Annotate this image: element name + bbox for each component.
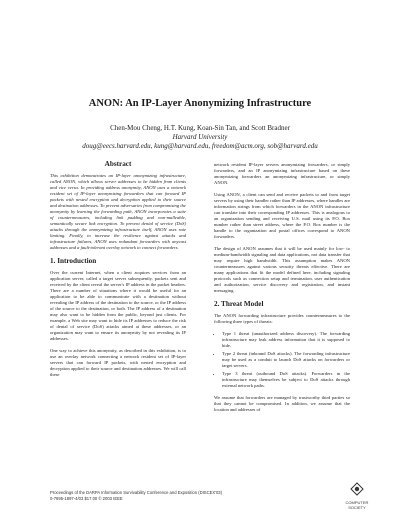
paper-title: ANON: An IP-Layer Anonymizing Infrastructure xyxy=(88,98,312,109)
right-paragraph-3: The design of ANON assumes that it will be used mainly for low- to medium-bandwidth signaling and data applications, not data transfer that may require high bandwidth. This assumption makes ANON countermeasures against various security threats effective. There are many applications that fit the model defined here, including signaling protocols such as connection setup and termination, user authentication and authorization, service discovery and registration, and instant messaging. xyxy=(214,246,350,293)
right-paragraph-1: network resident IP-layer servers anonymizing forwarders, or simply forwarders, and an IP anonymizing infrastructure based on these anonymizing forwarders an anonymizing infrastructure, or simply ANON. xyxy=(214,162,350,185)
threat-model-heading: 2. Threat Model xyxy=(214,300,264,308)
threat-item-2: • Type 2 threat (inbound DoS attacks). The forwarding infrastructure may be used as a conduit to launch DoS attacks on forwarders or target servers. xyxy=(222,351,350,369)
abstract-heading: Abstract xyxy=(104,160,132,168)
affiliation: Harvard University xyxy=(172,133,228,141)
proceedings-footer xyxy=(50,490,270,501)
footer-line-1: Proceedings of the DARPA Information Survivability Conference and Exposition (DISCEX'03) xyxy=(50,490,223,495)
abstract-text: This exhibition demonstrates an IP-layer anonymizing infrastructure, called ANON, which allows server addresses to be hidden from clients and vice versa. In providing address anonymity, ANON uses a network resident set of IP-layer anonymizing forwarders that can forward IP packets with nested encryption and decryption applied to their source and destination addresses. To prevent adversaries from compromising the anonymity by learning the forwarding path, ANON incorporates a suite of countermeasures, including link padding and non-malleable, semantically secure link encryption. To prevent denial of service (DoS) attacks through the anonymizing infrastructure itself, ANON uses rate limiting. Finally, to increase the resilience against attacks and infrastructure failures, ANON uses redundant forwarders with anycast addresses and a fault-tolerant overlay network to connect forwarders. xyxy=(50,173,186,250)
threat-item-3: • Type 3 threat (outbound DoS attacks). Forwarders in the infrastructure may themselves be subject to DoS attacks through external network paths. xyxy=(222,371,350,389)
logo-line-2: SOCIETY xyxy=(348,504,366,510)
right-paragraph-2: Using ANON, a client can send and receive packets to and from target servers by using their handler rather than IP addresses, where handles are information strings from which forwarders in the ANON infrastructure can translate into their corresponding IP addresses. This is analogous to an organization sending and receiving U.S. mail using its P.O. Box number rather than street address, where the P.O. Box number is the handle to the organization and postal offices correspond to ANON forwarders. xyxy=(214,192,350,239)
threat-list xyxy=(214,331,350,389)
threat-item-1: • Type 1 threat (unauthorized address discovery). The forwarding infrastructure may leak address information that it is supposed to hide. xyxy=(222,331,350,349)
author-block xyxy=(0,124,400,151)
introduction-heading: 1. Introduction xyxy=(50,257,97,265)
abstract-section xyxy=(50,160,186,251)
intro-paragraph-2: One way to achieve this anonymity, as described in this exhibition, is to use an overlay network connecting a network resident set of IP-layer servers that can forward IP packets, with nested encryption and decryption applied to their source and destination addresses. We will call these xyxy=(50,348,186,377)
logo-line-1: COMPUTER xyxy=(345,500,369,505)
threat-intro: The ANON forwarding infrastructure provides countermeasures to the following three types of threats: xyxy=(214,313,350,324)
right-column xyxy=(214,162,350,419)
left-column xyxy=(50,160,186,384)
computer-society-logo xyxy=(342,482,372,510)
ieee-logo-icon xyxy=(350,482,364,496)
intro-paragraph-1: Over the current Internet, when a client acquires services from an application server, called a target server subsequently, packets sent and received by the client reveal the server's IP address in the packet headers. There are a number of situations where it would be useful for an application to be able to communicate with a destination without revealing the IP address of the destination to the source, or the IP address of the source to the destination, or both. The IP address of a destination may also want to be hidden from the public, beyond just clients. For example, a Web site may want to hide its IP addresses to reduce the risk of denial of service (DoS) attacks aimed at these addresses, or an organization may want to ensure its anonymity by not revealing its IP addresses. xyxy=(50,270,186,341)
author-emails: doug@eecs.harvard.edu, kung@harvard.edu, freedom@acm.org, sob@harvard.edu xyxy=(82,142,318,150)
footer-line-2: 0-7695-1897-4/03 $17.00 © 2003 IEEE xyxy=(50,495,123,501)
right-paragraph-4: We assume that forwarders are managed by trustworthy third parties so that they cannot be compromised. In addition, we assume that the location and addresses of xyxy=(214,395,350,412)
author-names: Chen-Mou Cheng, H.T. Kung, Koan-Sin Tan, and Scott Bradner xyxy=(110,124,290,132)
